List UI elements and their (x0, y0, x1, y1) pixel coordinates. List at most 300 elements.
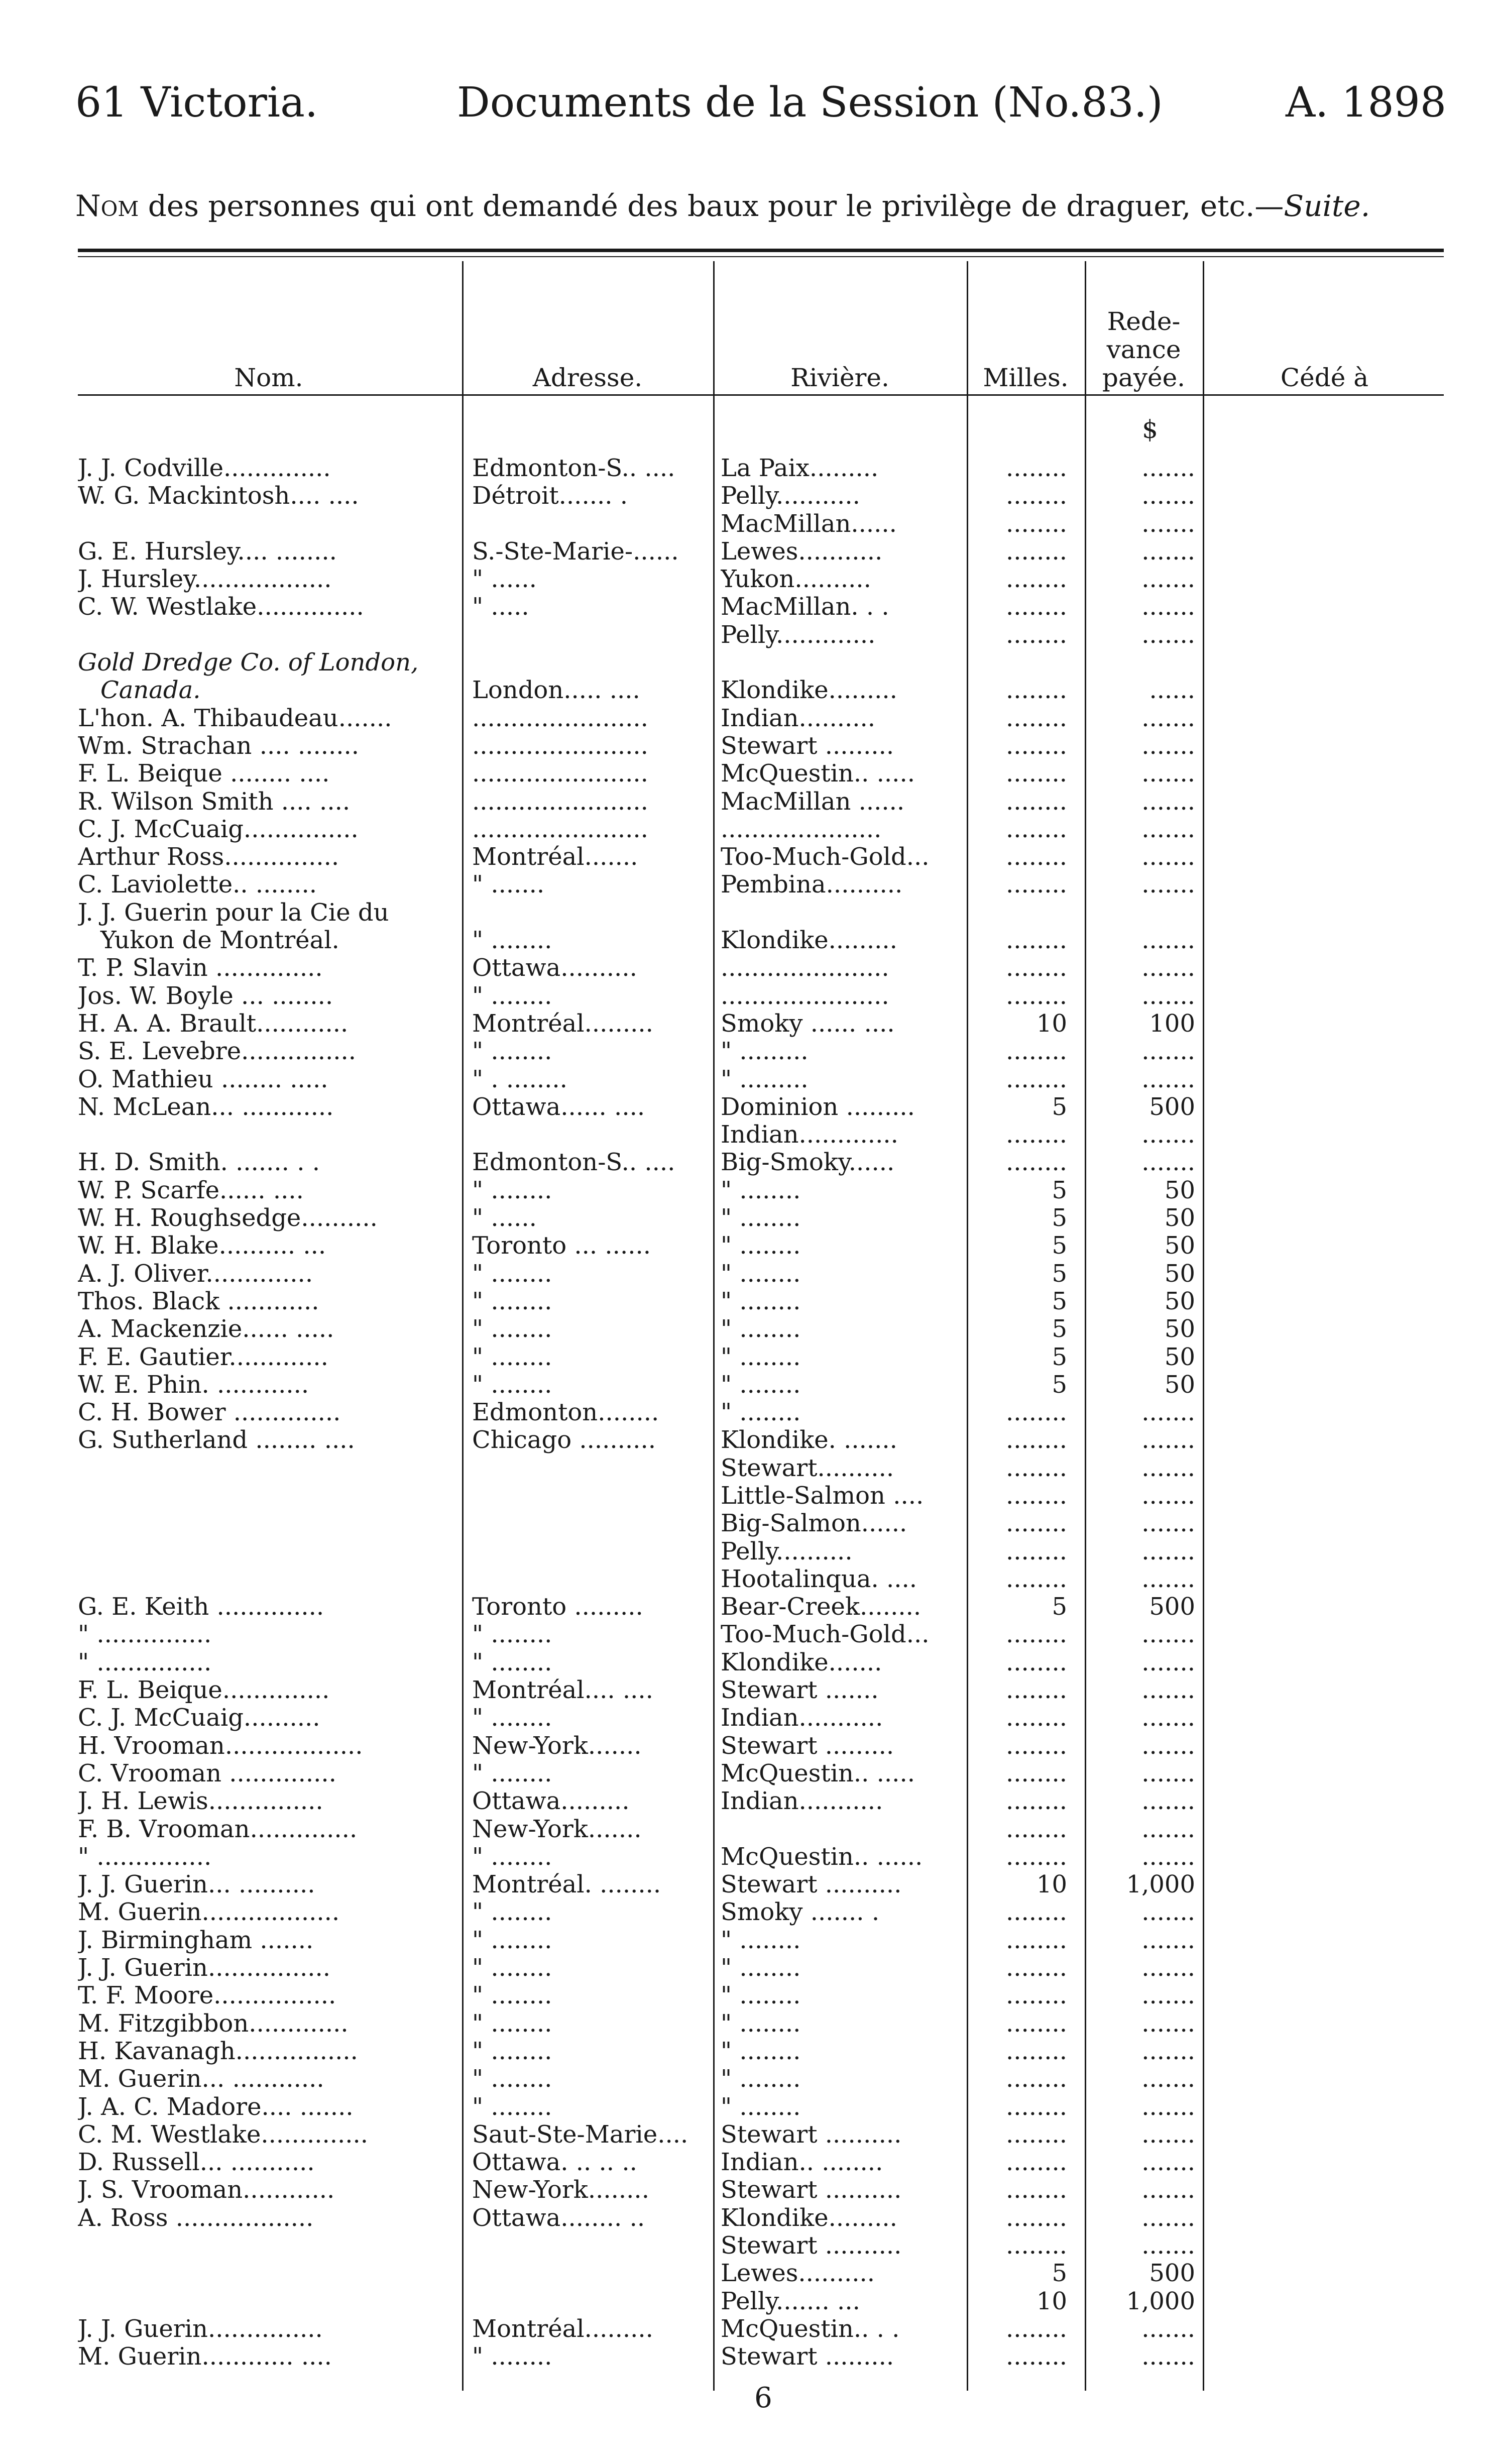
name-cell: C. Vrooman .............. (78, 1759, 336, 1787)
table-row (75, 1538, 1446, 1565)
address-cell: Edmonton-S.. .... (472, 1149, 675, 1177)
column-header-nom-label: Nom. (234, 363, 303, 392)
column-header-redevance-line3: payée. (1102, 363, 1186, 392)
river-cell: Klondike....... (721, 1648, 882, 1676)
address-cell: Chicago .......... (472, 1426, 656, 1454)
address-cell: " ........ (472, 1704, 552, 1732)
royalty-cell: ...... (1149, 677, 1195, 705)
royalty-cell: ....... (1141, 1426, 1195, 1454)
royalty-cell: 500 (1149, 1593, 1195, 1621)
table-row (75, 1371, 1446, 1399)
table-row (75, 1288, 1446, 1315)
table-row (75, 1927, 1446, 1954)
name-cell: C. H. Bower .............. (78, 1399, 341, 1427)
river-cell: Stewart.......... (721, 1454, 894, 1482)
royalty-cell: ....... (1141, 1038, 1195, 1066)
address-cell: " ........ (472, 2037, 552, 2065)
table-row (75, 1704, 1446, 1732)
table-row (75, 1260, 1446, 1288)
name-cell: F. L. Beique ........ .... (78, 760, 330, 788)
miles-cell: ........ (1005, 1621, 1067, 1649)
royalty-cell: 1,000 (1126, 2287, 1195, 2315)
royalty-cell: 100 (1149, 1010, 1195, 1038)
miles-cell: ........ (1005, 2009, 1067, 2038)
column-header-redevance-line1: Rede- (1107, 307, 1181, 336)
river-cell: " ........ (721, 2065, 801, 2093)
column-header-milles (967, 271, 1085, 392)
river-cell: " ........ (721, 1287, 801, 1315)
miles-cell: 5 (1052, 1176, 1067, 1204)
address-cell: New-York....... (472, 1732, 642, 1760)
river-cell: Indian........... (721, 1704, 883, 1732)
table-row (75, 2288, 1446, 2315)
page-number: 6 (754, 2382, 772, 2414)
address-cell: " ........ (472, 2065, 552, 2093)
address-cell: " ........ (472, 1038, 552, 1066)
miles-cell: ........ (1005, 593, 1067, 621)
address-cell: ....................... (472, 704, 648, 732)
address-cell: " ........ (472, 1759, 552, 1787)
royalty-cell: ....... (1141, 2065, 1195, 2093)
table-row (75, 760, 1446, 788)
miles-cell: ........ (1005, 1648, 1067, 1676)
river-cell: Bear-Creek........ (721, 1593, 922, 1621)
address-cell: " ........ (472, 2093, 552, 2121)
column-header-adresse-label: Adresse. (532, 363, 643, 392)
address-cell: Edmonton........ (472, 1399, 659, 1427)
address-cell: " ........ (472, 2009, 552, 2038)
royalty-cell: ....... (1141, 760, 1195, 788)
table-row (75, 1454, 1446, 1482)
top-rule-thin (78, 256, 1444, 257)
royalty-cell: ....... (1141, 593, 1195, 621)
royalty-cell: 500 (1149, 2260, 1195, 2288)
river-cell: Yukon.......... (721, 566, 871, 594)
river-cell: Lewes.......... (721, 2260, 875, 2288)
royalty-cell: 50 (1164, 1176, 1195, 1204)
river-cell: Little-Salmon .... (721, 1482, 924, 1510)
name-cell: C. J. McCuaig.......... (78, 1704, 320, 1732)
royalty-cell: ....... (1141, 2120, 1195, 2149)
table-row (75, 1149, 1446, 1176)
river-cell: Klondike......... (721, 927, 897, 955)
address-cell: " ........ (472, 1260, 552, 1288)
name-cell: Arthur Ross............... (78, 843, 339, 871)
address-cell: S.-Ste-Marie-...... (472, 537, 679, 566)
name-cell: M. Guerin............ .... (78, 2343, 332, 2371)
miles-cell: ........ (1005, 732, 1067, 760)
river-cell: Stewart .......... (721, 2176, 902, 2204)
name-cell: Canada. (100, 677, 201, 705)
miles-cell: ........ (1005, 455, 1067, 482)
royalty-cell: ....... (1141, 1399, 1195, 1427)
miles-cell: ........ (1005, 1982, 1067, 2010)
table-row (75, 871, 1446, 899)
table-row (75, 2315, 1446, 2343)
name-cell: F. B. Vrooman.............. (78, 1815, 358, 1843)
river-cell: Lewes........... (721, 537, 883, 566)
address-cell: New-York....... (472, 1815, 642, 1843)
table-row (75, 954, 1446, 982)
currency-symbol: $ (1142, 415, 1158, 444)
river-cell: Klondike......... (721, 677, 897, 705)
address-cell: Ottawa...... .... (472, 1093, 645, 1121)
name-cell: H. Kavanagh................ (78, 2037, 358, 2065)
address-cell: Toronto ......... (472, 1593, 643, 1621)
miles-cell: 10 (1036, 1871, 1067, 1899)
table-row (75, 1982, 1446, 2009)
miles-cell: 5 (1052, 1232, 1067, 1260)
river-cell: " ........ (721, 1982, 801, 2010)
river-cell: " ........ (721, 2009, 801, 2038)
royalty-cell: 50 (1164, 1232, 1195, 1260)
miles-cell: 5 (1052, 2260, 1067, 2288)
royalty-cell: ....... (1141, 1121, 1195, 1149)
royalty-cell: ....... (1141, 2343, 1195, 2371)
miles-cell: ........ (1005, 1454, 1067, 1482)
miles-cell: ........ (1005, 954, 1067, 982)
table-row (75, 1954, 1446, 1982)
address-cell: " . ........ (472, 1065, 567, 1093)
address-cell: " ........ (472, 1343, 552, 1371)
table-row (75, 1038, 1446, 1065)
miles-cell: 10 (1036, 1010, 1067, 1038)
river-cell: " ........ (721, 1260, 801, 1288)
address-cell: Edmonton-S.. .... (472, 455, 675, 482)
river-cell: Stewart .......... (721, 2232, 902, 2260)
miles-cell: ........ (1005, 1926, 1067, 1954)
name-cell: A. Mackenzie...... ..... (78, 1315, 334, 1343)
river-cell: Too-Much-Gold... (721, 843, 930, 871)
royalty-cell: ....... (1141, 2149, 1195, 2177)
address-cell: " ...... (472, 1204, 537, 1233)
miles-cell: ........ (1005, 1898, 1067, 1927)
table-row (75, 816, 1446, 843)
table-row (75, 1482, 1446, 1510)
name-cell: H. Vrooman.................. (78, 1732, 363, 1760)
address-cell: ....................... (472, 815, 648, 843)
miles-cell: 5 (1052, 1343, 1067, 1371)
table-body (75, 455, 1446, 2371)
royalty-cell: ....... (1141, 1759, 1195, 1787)
address-cell: Montréal. ........ (472, 1871, 661, 1899)
table-row (75, 482, 1446, 510)
header-documents: Documents de la Session (No.83.) (457, 79, 1163, 127)
address-cell: Ottawa.......... (472, 954, 637, 982)
miles-cell: ........ (1005, 1510, 1067, 1538)
table-row (75, 2010, 1446, 2038)
river-cell: " ........ (721, 2037, 801, 2065)
royalty-cell: ....... (1141, 455, 1195, 482)
address-cell: Ottawa......... (472, 1787, 630, 1816)
miles-cell: ........ (1005, 1482, 1067, 1510)
royalty-cell: ....... (1141, 2093, 1195, 2121)
miles-cell: ........ (1005, 760, 1067, 788)
table-row (75, 1066, 1446, 1093)
name-cell: C. M. Westlake.............. (78, 2120, 369, 2149)
river-cell: Too-Much-Gold... (721, 1621, 930, 1649)
royalty-cell: ....... (1141, 1565, 1195, 1593)
table-row (75, 593, 1446, 621)
name-cell: W. H. Roughsedge.......... (78, 1204, 378, 1233)
royalty-cell: ....... (1141, 1149, 1195, 1177)
name-cell: S. E. Levebre............... (78, 1038, 356, 1066)
table-row (75, 1426, 1446, 1454)
table-title (75, 186, 1446, 226)
name-cell: J. J. Guerin................ (78, 1954, 331, 1982)
name-cell: Yukon de Montréal. (100, 927, 339, 955)
name-cell: " ............... (78, 1621, 212, 1649)
river-cell: " ........ (721, 1954, 801, 1982)
river-cell: Smoky ....... . (721, 1898, 880, 1927)
river-cell: Big-Salmon...... (721, 1510, 907, 1538)
name-cell: C. Laviolette.. ........ (78, 871, 317, 899)
table-row (75, 455, 1446, 482)
table-row (75, 2176, 1446, 2204)
table-row (75, 899, 1446, 927)
address-cell: Montréal....... (472, 843, 638, 871)
miles-cell: 5 (1052, 1260, 1067, 1288)
address-cell: Saut-Ste-Marie.... (472, 2120, 688, 2149)
address-cell: ....................... (472, 760, 648, 788)
table-row (75, 1010, 1446, 1038)
address-cell: " ........ (472, 982, 552, 1010)
address-cell: Ottawa. .. .. .. (472, 2149, 637, 2177)
name-cell: W. G. Mackintosh.... .... (78, 482, 359, 510)
river-cell: Big-Smoky...... (721, 1149, 895, 1177)
name-cell: O. Mathieu ........ ..... (78, 1065, 328, 1093)
royalty-cell: ....... (1141, 2176, 1195, 2204)
address-cell: " ........ (472, 927, 552, 955)
table-row (75, 2260, 1446, 2287)
river-cell: Stewart .......... (721, 2120, 902, 2149)
river-cell: McQuestin.. ...... (721, 1843, 923, 1871)
name-cell: F. L. Beique.............. (78, 1676, 330, 1705)
column-header-cede-label: Cédé à (1280, 363, 1369, 392)
table-row (75, 982, 1446, 1010)
royalty-cell: ....... (1141, 1676, 1195, 1705)
river-cell: Stewart .......... (721, 1871, 902, 1899)
address-cell: " ........ (472, 1621, 552, 1649)
royalty-cell: ....... (1141, 788, 1195, 816)
address-cell: Montréal.... .... (472, 1676, 653, 1705)
royalty-cell: ....... (1141, 1926, 1195, 1954)
miles-cell: ........ (1005, 537, 1067, 566)
name-cell: M. Fitzgibbon............. (78, 2009, 349, 2038)
river-cell: " ........ (721, 1315, 801, 1343)
miles-cell: ........ (1005, 1426, 1067, 1454)
miles-cell: ........ (1005, 815, 1067, 843)
name-cell: L'hon. A. Thibaudeau....... (78, 704, 392, 732)
table-row (75, 1232, 1446, 1260)
table-row (75, 927, 1446, 954)
royalty-cell: ....... (1141, 954, 1195, 982)
royalty-cell: 50 (1164, 1260, 1195, 1288)
miles-cell: ........ (1005, 2065, 1067, 2093)
running-header (75, 75, 1446, 131)
address-cell: New-York........ (472, 2176, 649, 2204)
miles-cell: 5 (1052, 1371, 1067, 1399)
column-header-riviere (713, 271, 967, 392)
miles-cell: ........ (1005, 1787, 1067, 1816)
royalty-cell: ....... (1141, 482, 1195, 510)
address-cell: " ........ (472, 2343, 552, 2371)
river-cell: Pelly........... (721, 482, 860, 510)
address-cell: " ..... (472, 593, 529, 621)
miles-cell: ........ (1005, 871, 1067, 899)
table-row (75, 1204, 1446, 1232)
table-row (75, 705, 1446, 732)
miles-cell: ........ (1005, 482, 1067, 510)
river-cell: " ........ (721, 1343, 801, 1371)
name-cell: " ............... (78, 1843, 212, 1871)
miles-cell: ........ (1005, 1149, 1067, 1177)
royalty-cell: ....... (1141, 1954, 1195, 1982)
royalty-cell: 50 (1164, 1204, 1195, 1233)
miles-cell: ........ (1005, 2120, 1067, 2149)
river-cell: Stewart ......... (721, 2343, 894, 2371)
address-cell: " ........ (472, 1982, 552, 2010)
address-cell: Montréal......... (472, 1010, 653, 1038)
name-cell: A. Ross .................. (78, 2204, 314, 2232)
miles-cell: ........ (1005, 2232, 1067, 2260)
address-cell: " ....... (472, 871, 545, 899)
river-cell: " ......... (721, 1065, 809, 1093)
name-cell: F. E. Gautier............. (78, 1343, 328, 1371)
river-cell: " ........ (721, 1926, 801, 1954)
header-year: A. 1898 (1285, 79, 1446, 127)
river-cell: Stewart ......... (721, 732, 894, 760)
miles-cell: ........ (1005, 621, 1067, 649)
royalty-cell: ....... (1141, 843, 1195, 871)
name-cell: G. E. Keith .............. (78, 1593, 324, 1621)
miles-cell: ........ (1005, 927, 1067, 955)
name-cell: J. J. Guerin pour la Cie du (78, 899, 389, 927)
miles-cell: ........ (1005, 843, 1067, 871)
royalty-cell: ....... (1141, 1482, 1195, 1510)
miles-cell: 5 (1052, 1287, 1067, 1315)
royalty-cell: ....... (1141, 510, 1195, 538)
royalty-cell: ....... (1141, 732, 1195, 760)
name-cell: J. J. Guerin............... (78, 2315, 323, 2343)
royalty-cell: ....... (1141, 2037, 1195, 2065)
miles-cell: ........ (1005, 1065, 1067, 1093)
table-row (75, 1121, 1446, 1149)
address-cell: Toronto ... ...... (472, 1232, 651, 1260)
table-row (75, 2065, 1446, 2093)
column-header-riviere-label: Rivière. (790, 363, 889, 392)
table-row (75, 1510, 1446, 1537)
address-cell: " ........ (472, 1176, 552, 1204)
miles-cell: ........ (1005, 1537, 1067, 1565)
river-cell: MacMillan. . . (721, 593, 889, 621)
table-row (75, 1843, 1446, 1871)
name-cell: J. H. Lewis............... (78, 1787, 323, 1816)
name-cell: " ............... (78, 1648, 212, 1676)
miles-cell: 5 (1052, 1593, 1067, 1621)
top-rule-thick (78, 249, 1444, 252)
river-cell: " ........ (721, 1204, 801, 1233)
address-cell: " ........ (472, 1843, 552, 1871)
miles-cell: ........ (1005, 1121, 1067, 1149)
river-cell: ..................... (721, 815, 882, 843)
title-lead: Nom (75, 189, 139, 223)
name-cell: C. W. Westlake.............. (78, 593, 364, 621)
royalty-cell: ....... (1141, 704, 1195, 732)
miles-cell: ........ (1005, 2093, 1067, 2121)
table-row (75, 843, 1446, 871)
miles-cell: ........ (1005, 1038, 1067, 1066)
title-suite: Suite. (1284, 189, 1370, 223)
royalty-cell: 50 (1164, 1343, 1195, 1371)
river-cell: " ......... (721, 1038, 809, 1066)
royalty-cell: ....... (1141, 1787, 1195, 1816)
river-cell: " ........ (721, 1232, 801, 1260)
name-cell: W. E. Phin. ............ (78, 1371, 309, 1399)
table-row (75, 2149, 1446, 2176)
river-cell: MacMillan...... (721, 510, 897, 538)
miles-cell: ........ (1005, 2204, 1067, 2232)
address-cell: ....................... (472, 788, 648, 816)
table-row (75, 510, 1446, 538)
royalty-cell: ....... (1141, 566, 1195, 594)
column-header-milles-label: Milles. (983, 363, 1069, 392)
royalty-cell: 50 (1164, 1287, 1195, 1315)
river-cell: Pelly.......... (721, 1537, 853, 1565)
miles-cell: ........ (1005, 1843, 1067, 1871)
name-cell: J. Birmingham ....... (78, 1926, 314, 1954)
title-text: des personnes qui ont demandé des baux pour le privilège de draguer, etc.— (139, 189, 1284, 223)
royalty-cell: 50 (1164, 1371, 1195, 1399)
name-cell: G. E. Hursley.... ........ (78, 537, 337, 566)
river-cell: Indian.. ........ (721, 2149, 883, 2177)
royalty-cell: ....... (1141, 1065, 1195, 1093)
river-cell: Stewart ......... (721, 1732, 894, 1760)
table-row (75, 1871, 1446, 1898)
column-header-nom (75, 271, 462, 392)
royalty-cell: ....... (1141, 537, 1195, 566)
royalty-cell: 1,000 (1126, 1871, 1195, 1899)
royalty-cell: ....... (1141, 1704, 1195, 1732)
miles-cell: 5 (1052, 1093, 1067, 1121)
name-cell: N. McLean... ............ (78, 1093, 334, 1121)
river-cell: Pelly....... ... (721, 2287, 860, 2315)
royalty-cell: ....... (1141, 1982, 1195, 2010)
miles-cell: ........ (1005, 788, 1067, 816)
column-header-cede (1203, 271, 1446, 392)
table-row (75, 1399, 1446, 1426)
miles-cell: ........ (1005, 2343, 1067, 2371)
name-cell: Gold Dredge Co. of London, (78, 649, 419, 677)
table-row (75, 1898, 1446, 1926)
river-cell: " ........ (721, 1371, 801, 1399)
table-row (75, 1621, 1446, 1648)
river-cell: McQuestin.. . . (721, 2315, 900, 2343)
name-cell: J. S. Vrooman............ (78, 2176, 335, 2204)
table-row (75, 1732, 1446, 1760)
name-cell: T. F. Moore................ (78, 1982, 336, 2010)
miles-cell: 5 (1052, 1315, 1067, 1343)
table-row (75, 1787, 1446, 1815)
name-cell: H. A. A. Brault............ (78, 1010, 349, 1038)
royalty-cell: 500 (1149, 1093, 1195, 1121)
miles-cell: ........ (1005, 677, 1067, 705)
miles-cell: ........ (1005, 982, 1067, 1010)
miles-cell: 5 (1052, 1204, 1067, 1233)
table-row (75, 1649, 1446, 1676)
miles-cell: ........ (1005, 2149, 1067, 2177)
name-cell: M. Guerin.................. (78, 1898, 340, 1927)
